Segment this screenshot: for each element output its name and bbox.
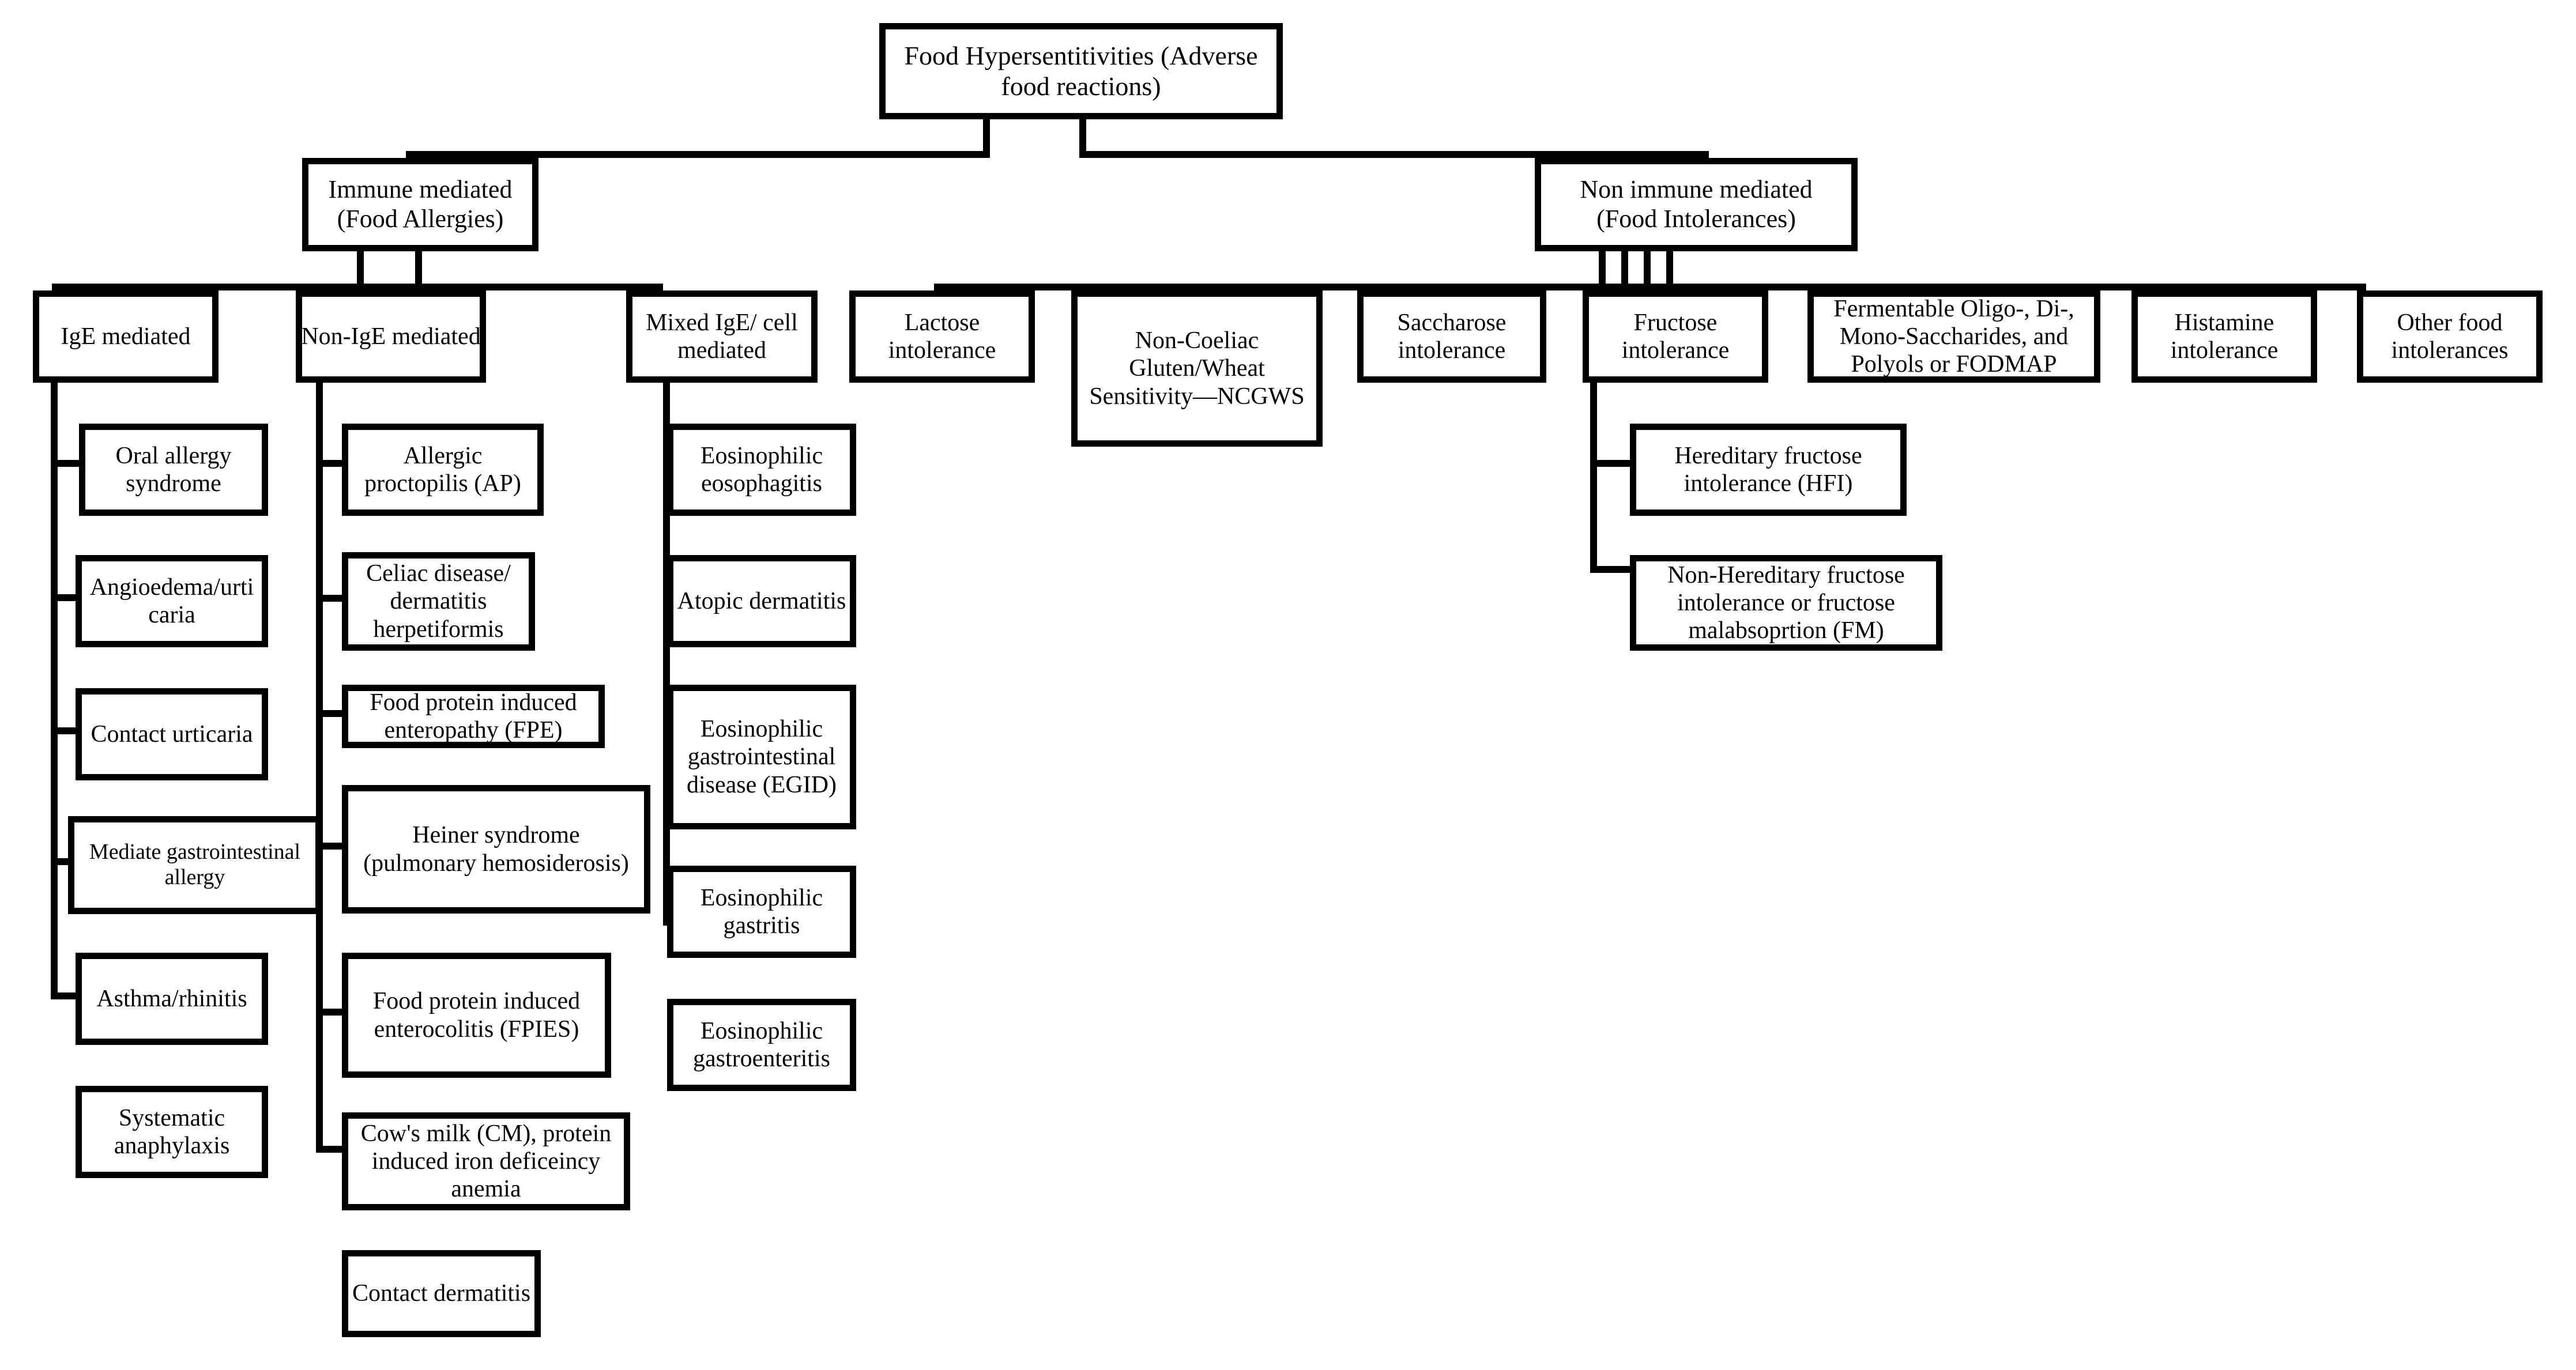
node-celiac-disease-dermatitis-herpetiformis: Celiac disease/ dermatitis herpetiformis [342,552,535,651]
connector-non-immune-stub-2 [1621,248,1628,285]
connector-non-immune-stub-4 [1666,248,1673,285]
node-fodmap: Fermentable Oligo-, Di-, Mono-Saccharides, and Polyols or FODMAP [1807,290,2100,383]
node-angioedema-urticaria: Angioedema/urticaria [76,555,268,647]
node-mixed-ige-cell-mediated: Mixed IgE/ cell mediated [626,290,818,383]
connector-non-ige-spine [316,378,323,1153]
node-allergic-proctopilis: Allergic proctopilis (AP) [342,424,544,516]
connector-immune-stub-2 [415,248,422,285]
node-food-protein-induced-enteropathy: Food protein induced enteropathy (FPE) [342,685,605,748]
node-ige-mediated: IgE mediated [33,290,219,383]
node-food-protein-induced-enterocolitis: Food protein induced enterocolitis (FPIES) [342,953,611,1078]
connector-root-stub-left [983,115,990,152]
node-histamine-intolerance: Histamine intolerance [2131,290,2317,383]
connector-ige-spine [51,378,58,999]
node-mediate-gastrointestinal-allergy: Mediate gastrointestinal allergy [68,816,322,914]
connector-immune-children-bar [52,284,663,290]
node-heiner-syndrome: Heiner syndrome (pulmonary hemosiderosis) [342,785,650,914]
node-non-ige-mediated: Non-IgE mediated [296,290,486,383]
node-contact-dermatitis: Contact dermatitis [342,1250,541,1337]
node-food-hypersensitivities: Food Hypersentitivities (Adverse food reactions) [879,23,1283,119]
node-oral-allergy-syndrome: Oral allergy syndrome [79,424,268,516]
node-non-hereditary-fructose-intolerance: Non-Hereditary fructose intolerance or fructose malabsoprtion (FM) [1630,555,1942,651]
connector-root-stub-right [1079,115,1086,152]
connector-non-immune-children-bar [934,284,2366,290]
node-non-immune-mediated: Non immune mediated (Food Intolerances) [1535,158,1858,251]
connector-non-immune-stub-1 [1599,248,1606,285]
node-hereditary-fructose-intolerance: Hereditary fructose intolerance (HFI) [1630,424,1907,516]
node-eosinophilic-gastritis: Eosinophilic gastritis [667,866,856,958]
node-atopic-dermatitis: Atopic dermatitis [667,555,856,647]
connector-line-to-non-immune [1079,151,1709,158]
node-eosinophilic-gastrointestinal-disease: Eosinophilic gastrointestinal disease (EGID) [667,685,856,829]
node-lactose-intolerance: Lactose intolerance [849,290,1035,383]
node-fructose-intolerance: Fructose intolerance [1583,290,1768,383]
node-ncgws: Non-Coeliac Gluten/Wheat Sensitivity—NCGWS [1071,290,1323,447]
node-cows-milk-protein-induced-anemia: Cow's milk (CM), protein induced iron deficeincy anemia [342,1112,630,1210]
connector-line-to-immune [406,151,990,158]
node-other-food-intolerances: Other food intolerances [2357,290,2543,383]
connector-immune-stub-1 [357,248,364,285]
connector-non-immune-stub-3 [1644,248,1651,285]
node-immune-mediated: Immune mediated (Food Allergies) [302,158,538,251]
connector-fructose-spine [1590,378,1597,573]
node-systematic-anaphylaxis: Systematic anaphylaxis [76,1086,268,1178]
node-asthma-rhinitis: Asthma/rhinitis [76,953,268,1045]
node-contact-urticaria: Contact urticaria [76,688,268,780]
node-eosinophilic-eosophagitis: Eosinophilic eosophagitis [667,424,856,516]
node-saccharose-intolerance: Saccharose intolerance [1357,290,1546,383]
node-eosinophilic-gastroenteritis: Eosinophilic gastroenteritis [667,999,856,1091]
